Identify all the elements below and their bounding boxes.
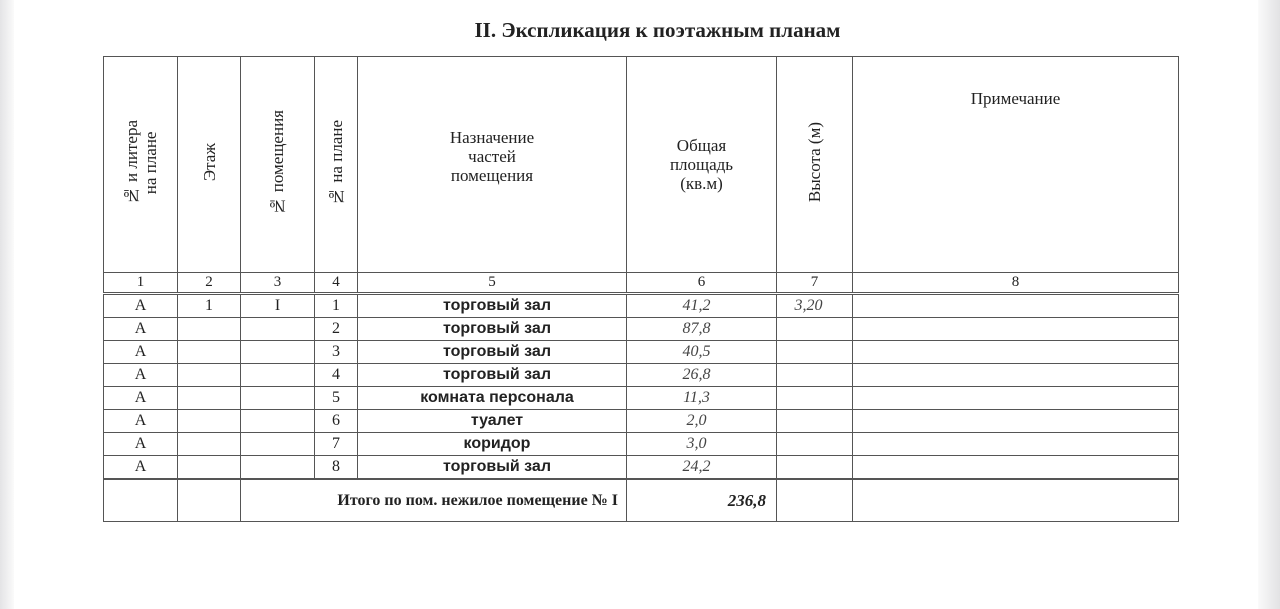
cell-name: торговый зал	[358, 294, 627, 318]
table-row	[104, 294, 1179, 318]
table-row	[104, 341, 1179, 364]
total-empty	[777, 479, 853, 522]
cell-name: коридор	[358, 433, 627, 456]
header-purpose: Назначение частей помещения	[358, 57, 627, 273]
header-plan-no: № на плане	[315, 57, 358, 273]
document-title: II. Экспликация к поэтажным планам	[474, 18, 841, 42]
cell-note	[853, 456, 1179, 480]
table-row	[104, 364, 1179, 387]
cell-height	[777, 387, 853, 410]
header-floor: Этаж	[178, 57, 241, 273]
column-number: 3	[241, 273, 315, 294]
cell-floor	[178, 364, 241, 387]
cell-area: 26,8	[627, 364, 777, 387]
scan-edge-right	[1258, 0, 1280, 609]
cell-litera: А	[104, 410, 178, 433]
cell-area: 87,8	[627, 318, 777, 341]
cell-plan-no: 7	[315, 433, 358, 456]
cell-floor	[178, 387, 241, 410]
cell-floor: 1	[178, 294, 241, 318]
cell-height	[777, 456, 853, 480]
cell-area: 41,2	[627, 294, 777, 318]
cell-area: 11,3	[627, 387, 777, 410]
column-number: 7	[777, 273, 853, 294]
cell-name: торговый зал	[358, 364, 627, 387]
cell-litera: А	[104, 318, 178, 341]
cell-plan-no: 2	[315, 318, 358, 341]
column-number: 1	[104, 273, 178, 294]
cell-litera: А	[104, 387, 178, 410]
cell-area: 2,0	[627, 410, 777, 433]
cell-room	[241, 318, 315, 341]
cell-name: торговый зал	[358, 456, 627, 480]
header-note: Примечание	[853, 57, 1179, 273]
total-label: Итого по пом. нежилое помещение № I	[241, 479, 627, 522]
table-row	[104, 410, 1179, 433]
cell-floor	[178, 341, 241, 364]
table-row	[104, 456, 1179, 480]
cell-floor	[178, 456, 241, 480]
column-number: 4	[315, 273, 358, 294]
cell-name: туалет	[358, 410, 627, 433]
column-number: 2	[178, 273, 241, 294]
column-number-row	[104, 273, 1179, 294]
cell-height	[777, 318, 853, 341]
cell-note	[853, 433, 1179, 456]
cell-room	[241, 433, 315, 456]
total-empty	[178, 479, 241, 522]
cell-room	[241, 341, 315, 364]
header-row	[104, 57, 1179, 273]
column-number: 6	[627, 273, 777, 294]
cell-name: торговый зал	[358, 341, 627, 364]
cell-litera: А	[104, 456, 178, 480]
cell-height	[777, 433, 853, 456]
cell-floor	[178, 410, 241, 433]
cell-note	[853, 387, 1179, 410]
cell-name: торговый зал	[358, 318, 627, 341]
cell-litera: А	[104, 364, 178, 387]
cell-plan-no: 4	[315, 364, 358, 387]
cell-litera: А	[104, 341, 178, 364]
cell-room	[241, 410, 315, 433]
cell-note	[853, 364, 1179, 387]
cell-floor	[178, 318, 241, 341]
column-number: 5	[358, 273, 627, 294]
table-row	[104, 387, 1179, 410]
cell-area: 24,2	[627, 456, 777, 480]
total-area: 236,8	[627, 479, 777, 522]
cell-plan-no: 1	[315, 294, 358, 318]
cell-plan-no: 8	[315, 456, 358, 480]
total-empty	[853, 479, 1179, 522]
header-height: Высота (м)	[777, 57, 853, 273]
cell-plan-no: 3	[315, 341, 358, 364]
cell-area: 40,5	[627, 341, 777, 364]
cell-note	[853, 294, 1179, 318]
total-empty	[104, 479, 178, 522]
header-litera: № и литера на плане	[104, 57, 178, 273]
cell-note	[853, 410, 1179, 433]
cell-name: комната персонала	[358, 387, 627, 410]
column-number: 8	[853, 273, 1179, 294]
cell-plan-no: 6	[315, 410, 358, 433]
explication-table	[103, 56, 1179, 522]
cell-area: 3,0	[627, 433, 777, 456]
scan-edge-left	[0, 0, 14, 609]
header-room: № помещения	[241, 57, 315, 273]
cell-floor	[178, 433, 241, 456]
cell-litera: А	[104, 294, 178, 318]
table-row	[104, 318, 1179, 341]
cell-height	[777, 410, 853, 433]
total-row	[104, 479, 1179, 522]
cell-note	[853, 318, 1179, 341]
cell-height: 3,20	[777, 294, 853, 318]
cell-note	[853, 341, 1179, 364]
table-row	[104, 433, 1179, 456]
cell-litera: А	[104, 433, 178, 456]
cell-height	[777, 341, 853, 364]
cell-room	[241, 364, 315, 387]
cell-room	[241, 456, 315, 480]
cell-height	[777, 364, 853, 387]
cell-room	[241, 387, 315, 410]
header-area: Общая площадь (кв.м)	[627, 57, 777, 273]
cell-plan-no: 5	[315, 387, 358, 410]
cell-room: I	[241, 294, 315, 318]
